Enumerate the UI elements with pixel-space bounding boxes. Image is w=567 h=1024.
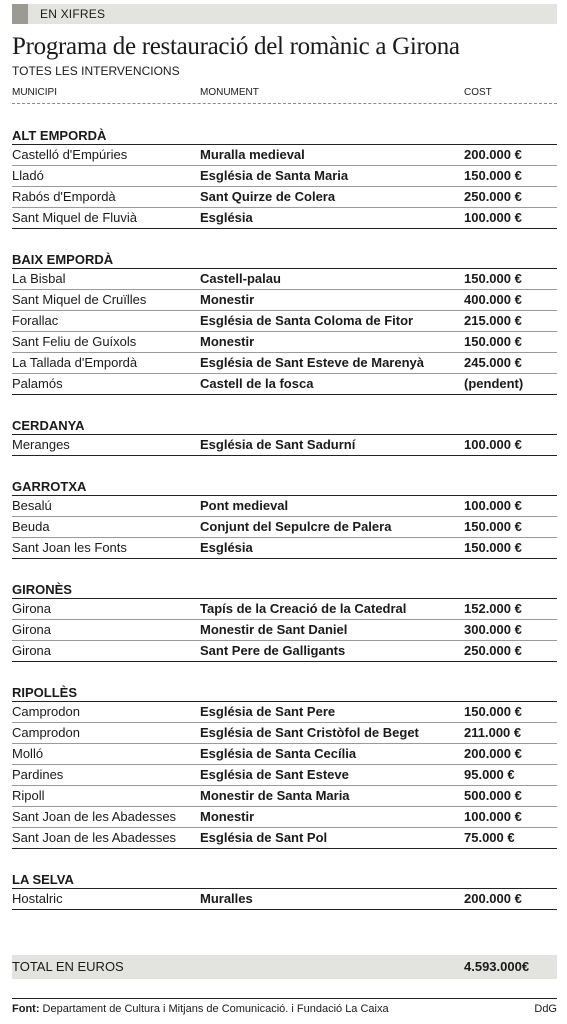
cell-cost: 500.000 € bbox=[464, 788, 522, 803]
table-row bbox=[12, 702, 557, 723]
cell-municipi: Meranges bbox=[12, 437, 70, 452]
total-label: TOTAL EN EUROS bbox=[12, 959, 124, 974]
table-row bbox=[12, 145, 557, 166]
table-row bbox=[12, 765, 557, 786]
cell-cost: 245.000 € bbox=[464, 355, 522, 370]
table-row bbox=[12, 290, 557, 311]
cell-monument: Monestir bbox=[200, 292, 255, 307]
cell-municipi: Beuda bbox=[12, 519, 50, 534]
cell-municipi: Sant Joan de les Abadesses bbox=[12, 830, 177, 845]
page-subtitle: TOTES LES INTERVENCIONS bbox=[12, 64, 180, 78]
cell-cost: 150.000 € bbox=[464, 704, 522, 719]
column-header-cost: COST bbox=[464, 87, 492, 98]
cell-cost: 200.000 € bbox=[464, 891, 522, 906]
cell-monument: Monestir de Santa Maria bbox=[200, 788, 350, 803]
cell-cost: 75.000 € bbox=[464, 830, 515, 845]
region-block bbox=[12, 478, 557, 559]
cell-cost: 150.000 € bbox=[464, 519, 522, 534]
table-row bbox=[12, 723, 557, 744]
cell-municipi: Ripoll bbox=[12, 788, 45, 803]
region-name: RIPOLLÈS bbox=[12, 684, 557, 702]
cell-municipi: Sant Feliu de Guíxols bbox=[12, 334, 137, 349]
column-header-municipi: MUNICIPI bbox=[12, 87, 57, 98]
region-name: GIRONÈS bbox=[12, 581, 557, 599]
source-footer bbox=[12, 998, 557, 1019]
cell-monument: Església de Sant Sadurní bbox=[200, 437, 356, 452]
cell-municipi: Hostalric bbox=[12, 891, 63, 906]
cell-municipi: Pardines bbox=[12, 767, 64, 782]
cell-municipi: Camprodon bbox=[12, 704, 80, 719]
cell-monument: Església de Santa Maria bbox=[200, 168, 349, 183]
cell-cost: 152.000 € bbox=[464, 601, 522, 616]
cell-municipi: Rabós d'Empordà bbox=[12, 189, 116, 204]
region-block bbox=[12, 251, 557, 395]
table-row bbox=[12, 166, 557, 187]
table-row bbox=[12, 311, 557, 332]
cell-cost: 211.000 € bbox=[464, 725, 522, 740]
cell-monument: Conjunt del Sepulcre de Palera bbox=[200, 519, 392, 534]
cell-monument: Església de Santa Cecília bbox=[200, 746, 357, 761]
cell-monument: Monestir de Sant Daniel bbox=[200, 622, 348, 637]
cell-monument: Monestir bbox=[200, 334, 255, 349]
cell-municipi: Forallac bbox=[12, 313, 59, 328]
region-block bbox=[12, 581, 557, 662]
cell-cost: 100.000 € bbox=[464, 437, 522, 452]
cell-municipi: Castelló d'Empúries bbox=[12, 147, 128, 162]
cell-monument: Monestir bbox=[200, 809, 255, 824]
cell-municipi: Sant Joan les Fonts bbox=[12, 540, 127, 555]
cell-municipi: Camprodon bbox=[12, 725, 80, 740]
cell-cost: 200.000 € bbox=[464, 147, 522, 162]
region-name: BAIX EMPORDÀ bbox=[12, 251, 557, 269]
table-row bbox=[12, 599, 557, 620]
cell-monument: Castell de la fosca bbox=[200, 376, 314, 391]
cell-municipi: Besalú bbox=[12, 498, 52, 513]
table-row bbox=[12, 807, 557, 828]
table-row bbox=[12, 496, 557, 517]
table-row bbox=[12, 828, 557, 849]
region-name: LA SELVA bbox=[12, 871, 557, 889]
table-row bbox=[12, 374, 557, 395]
cell-municipi: Lladó bbox=[12, 168, 44, 183]
cell-cost: 100.000 € bbox=[464, 210, 522, 225]
cell-cost: 250.000 € bbox=[464, 189, 522, 204]
region-name: ALT EMPORDÀ bbox=[12, 127, 557, 145]
table-row bbox=[12, 620, 557, 641]
region-block bbox=[12, 127, 557, 229]
cell-municipi: Sant Joan de les Abadesses bbox=[12, 809, 177, 824]
total-row bbox=[12, 955, 557, 979]
cell-municipi: Sant Miquel de Fluvià bbox=[12, 210, 138, 225]
region-name: CERDANYA bbox=[12, 417, 557, 435]
cell-monument: Església de Sant Esteve de Marenyà bbox=[200, 355, 424, 370]
cell-monument: Església de Santa Coloma de Fitor bbox=[200, 313, 414, 328]
section-kicker bbox=[12, 4, 557, 24]
cell-monument: Església de Sant Cristòfol de Beget bbox=[200, 725, 419, 740]
column-header-monument: MONUMENT bbox=[200, 87, 259, 98]
table-row bbox=[12, 332, 557, 353]
region-name: GARROTXA bbox=[12, 478, 557, 496]
cell-municipi: La Tallada d'Empordà bbox=[12, 355, 138, 370]
table-row bbox=[12, 517, 557, 538]
cell-monument: Sant Pere de Galligants bbox=[200, 643, 346, 658]
table-row bbox=[12, 269, 557, 290]
table-row bbox=[12, 538, 557, 559]
cell-cost: (pendent) bbox=[464, 376, 524, 391]
total-value: 4.593.000€ bbox=[464, 959, 530, 974]
table-row bbox=[12, 208, 557, 229]
source-text: Departament de Cultura i Mitjans de Comunicació. i Fundació La Caixa bbox=[42, 1003, 389, 1015]
cell-cost: 150.000 € bbox=[464, 334, 522, 349]
kicker-square bbox=[12, 4, 28, 24]
cell-municipi: Molló bbox=[12, 746, 44, 761]
page-title: Programa de restauració del romànic a Girona bbox=[12, 33, 460, 60]
cell-monument: Muralles bbox=[200, 891, 253, 906]
cell-cost: 250.000 € bbox=[464, 643, 522, 658]
cell-municipi: Palamós bbox=[12, 376, 63, 391]
cell-cost: 400.000 € bbox=[464, 292, 522, 307]
kicker-label: EN XIFRES bbox=[40, 7, 106, 21]
cell-monument: Església bbox=[200, 210, 253, 225]
region-block bbox=[12, 684, 557, 849]
cell-cost: 100.000 € bbox=[464, 809, 522, 824]
region-block bbox=[12, 871, 557, 910]
cell-monument: Església de Sant Pere bbox=[200, 704, 336, 719]
credit: DdG bbox=[534, 1003, 557, 1015]
table-row bbox=[12, 786, 557, 807]
cell-cost: 200.000 € bbox=[464, 746, 522, 761]
cell-cost: 150.000 € bbox=[464, 168, 522, 183]
cell-cost: 300.000 € bbox=[464, 622, 522, 637]
cell-municipi: Sant Miquel de Cruïlles bbox=[12, 292, 147, 307]
cell-municipi: Girona bbox=[12, 601, 52, 616]
table-row bbox=[12, 187, 557, 208]
cell-monument: Sant Quirze de Colera bbox=[200, 189, 336, 204]
cell-monument: Pont medieval bbox=[200, 498, 289, 513]
regions-list bbox=[12, 106, 557, 910]
cell-cost: 95.000 € bbox=[464, 767, 515, 782]
cell-municipi: Girona bbox=[12, 643, 52, 658]
cell-monument: Tapís de la Creació de la Catedral bbox=[200, 601, 407, 616]
table-row bbox=[12, 641, 557, 662]
column-header bbox=[12, 87, 557, 104]
table-row bbox=[12, 889, 557, 910]
cell-cost: 100.000 € bbox=[464, 498, 522, 513]
cell-cost: 150.000 € bbox=[464, 271, 522, 286]
cell-cost: 215.000 € bbox=[464, 313, 522, 328]
cell-monument: Església bbox=[200, 540, 253, 555]
cell-municipi: La Bisbal bbox=[12, 271, 66, 286]
source-label: Font: bbox=[12, 1003, 40, 1015]
table-row bbox=[12, 744, 557, 765]
cell-monument: Muralla medieval bbox=[200, 147, 305, 162]
region-block bbox=[12, 417, 557, 456]
cell-municipi: Girona bbox=[12, 622, 52, 637]
cell-cost: 150.000 € bbox=[464, 540, 522, 555]
table-row bbox=[12, 353, 557, 374]
cell-monument: Castell-palau bbox=[200, 271, 281, 286]
cell-monument: Església de Sant Esteve bbox=[200, 767, 349, 782]
cell-monument: Església de Sant Pol bbox=[200, 830, 328, 845]
table-row bbox=[12, 435, 557, 456]
